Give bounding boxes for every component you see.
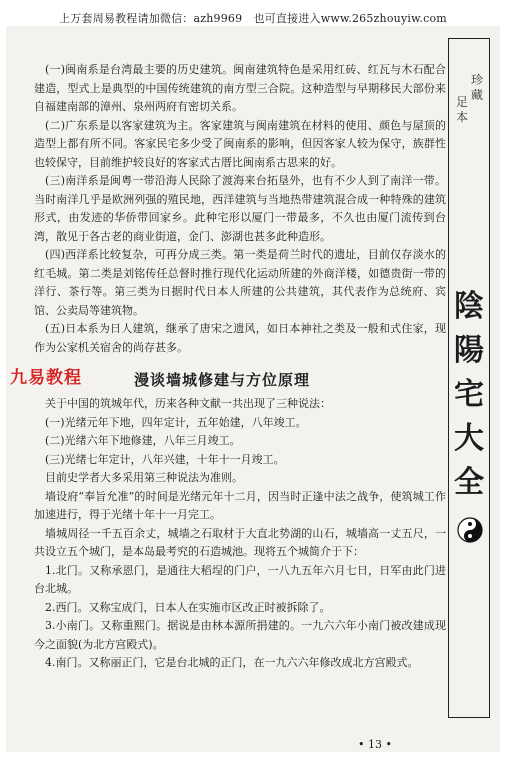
- paragraph: (一)闽南系是台湾最主要的历史建筑。闽南建筑特色是采用红砖、红瓦与木石配合建造，型式上是典型的中国传统建筑的南方型三合院。这种造型与早期移民大部份来自福建南部的漳州、泉州两府有密切关系。: [34, 63, 446, 113]
- paragraph: (三)南洋系是闽粤一带沿海人民除了渡海来台拓垦外，也有不少人到了南洋一带。当时南洋几乎是欧洲列强的殖民地，西洋建筑与当地热带建筑混合成一种特殊的建筑形式，由发迹的华侨带回家乡。此种宅形以厦门一带最多，不久也由厦门流传到台湾，散见于各古老的商业街道，金门、澎湖也甚多此种造形。: [34, 174, 446, 243]
- section-heading-row: [10, 363, 446, 393]
- seal-right-text: 珍藏: [470, 73, 483, 102]
- brand-watermark: 九易教程: [10, 368, 82, 388]
- book-title-char: 全: [454, 465, 484, 500]
- section-title: 漫谈墙城修建与方位原理: [134, 371, 311, 389]
- paragraph: 4.南门。又称丽正门，它是台北城的正门，在一九六六年修改成北方宫殿式。: [45, 656, 419, 669]
- header-ad-text: 上万套周易教程请加微信：azh9969 也可直接进入www.265zhouyiw.com: [59, 12, 447, 25]
- paragraph: 3.小南门。又称重熙门。据说是由林本源所捐建的。一九六六年小南门被改建成现今之面貌(为北方宫殿式)。: [34, 619, 446, 651]
- paragraph: 墙设府“奉旨允准”的时间是光绪元年十二月，因当时正逢中法之战争，使筑城工作加速进行，得于光绪十年十一月完工。: [34, 489, 446, 521]
- paragraph: 目前史学者大多采用第三种说法为准则。: [45, 471, 243, 484]
- paragraph: (一)光绪元年下地，四年定计，五年始建，八年竣工。: [45, 415, 307, 429]
- book-title: [449, 285, 489, 505]
- paragraph: (三)光绪七年定计，八年兴建，十年十一月竣工。: [45, 452, 285, 466]
- book-title-sidebar: [448, 38, 490, 718]
- paragraph: 墙城周径一千五百余丈，城墙之石取材于大直北势湖的山石，城墙高一丈五尺，一共设立五个城门，是本岛最考究的石造城池。现将五个城简介于下：: [34, 526, 446, 558]
- book-title-char: 宅: [454, 377, 484, 412]
- paragraph: (五)日本系为日人建筑，继承了唐宋之遗风，如日本神社之类及一般和式住家，现作为公家机关宿舍的尚存甚多。: [34, 322, 446, 354]
- paragraph: 关于中国的筑城年代，历来各种文献一共出现了三种说法：: [45, 397, 331, 410]
- book-title-char: 陽: [454, 333, 484, 368]
- book-title-char: 大: [454, 421, 484, 456]
- seal-left-text: 足本: [455, 95, 468, 124]
- paragraph: 2.西门。又称宝成门，日本人在实施市区改正时被拆除了。: [45, 600, 331, 614]
- seal-mark: [455, 73, 485, 143]
- book-page: [6, 26, 500, 752]
- page-number: • 13 •: [358, 738, 392, 751]
- book-title-char: 陰: [454, 289, 484, 324]
- paragraph: (二)光绪六年下地修建，八年三月竣工。: [45, 434, 241, 447]
- paragraph: (四)西洋系比较复杂，可再分成三类。第一类是荷兰时代的遗址，目前仅存淡水的红毛城。第二类是刘铭传任总督时推行现代化运动所建的外商洋楼，如德贵街一带的洋行、茶行等。第三类为日据时代日本人所建的公共建筑，其代表作为总统府、宾馆、公卖局等建筑物。: [34, 248, 446, 317]
- paragraph: (二)广东系是以客家建筑为主。客家建筑与闽南建筑在材料的使用、颜色与屋顶的造型上都有所不同。客家民宅多少受了闽南系的影响，但因客家人较为保守，族群性也较保守，目前维护较良好的客家式古厝比闽南系古思来的好。: [34, 118, 446, 169]
- paragraph: 1.北门。又称承恩门，是通往大稻埕的门户，一八九五年六月七日，日军由此门进台北城。: [34, 563, 446, 595]
- yin-yang-icon: [457, 517, 483, 543]
- body-text: [10, 61, 446, 673]
